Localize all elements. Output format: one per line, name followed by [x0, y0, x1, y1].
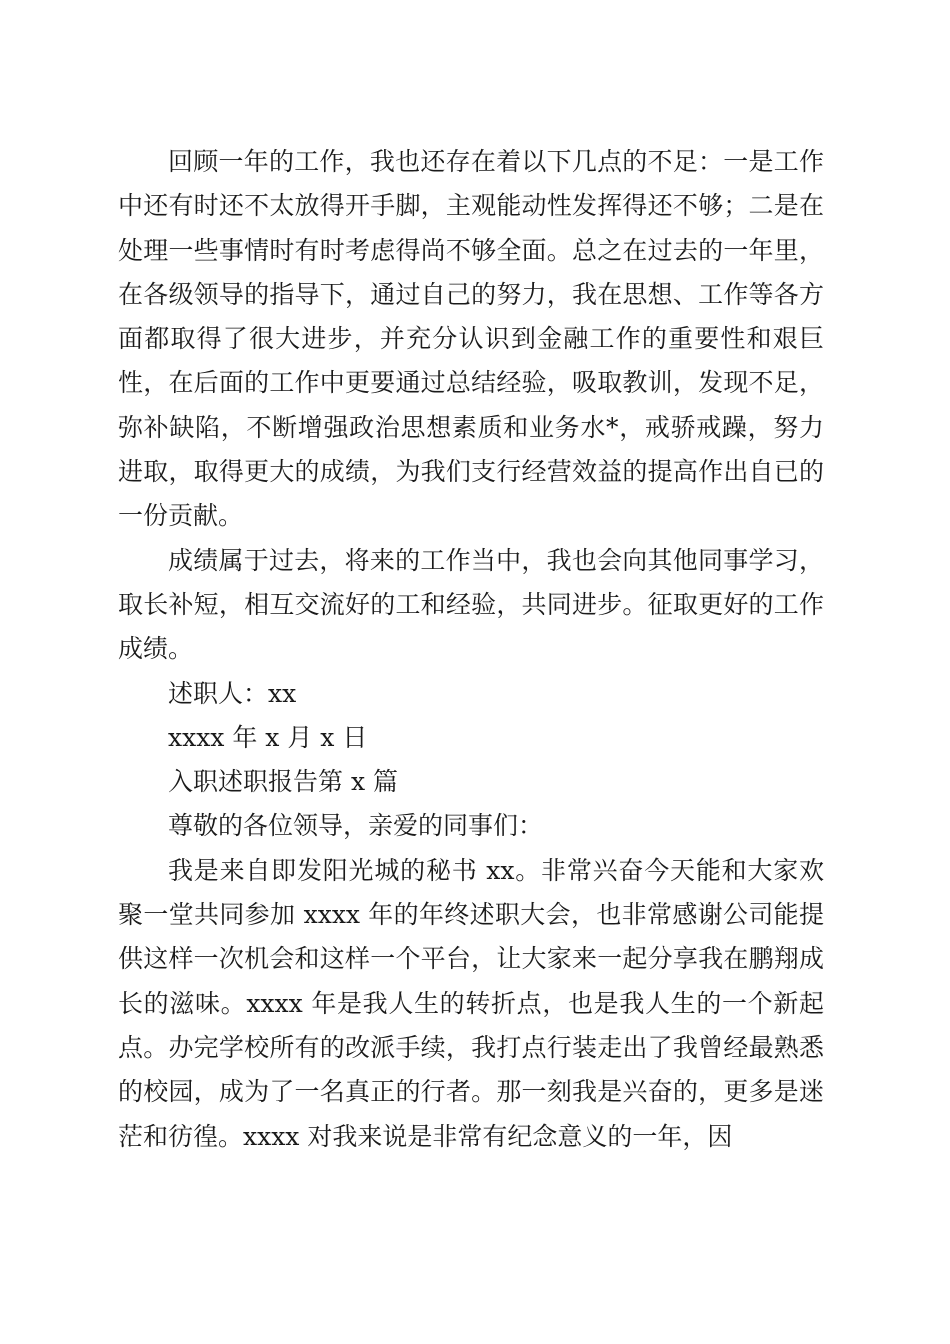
paragraph-shortcomings: 回顾一年的工作，我也还存在着以下几点的不足：一是工作中还有时还不太放得开手脚，主观能动性发挥得还不够；二是在处理一些事情时有时考虑得尚不够全面。总之在过去的一年里，在各级领导的指导下，通过自己的努力，我在思想、工作等各方面都取得了很大进步，并充分认识到金融工作的重要性和艰巨性，在后面的工作中更要通过总结经验，吸取教训，发现不足，弥补缺陷，不断增强政治思想素质和业务水*，戒骄戒躁，努力进取，取得更大的成绩，为我们支行经营效益的提高作出自已的一份贡献。 — [118, 147, 824, 531]
date-line: xxxx 年 x 月 x 日 — [168, 722, 368, 752]
paragraph-future-work: 成绩属于过去，将来的工作当中，我也会向其他同事学习，取长补短，相互交流好的工和经验，共同进步。征取更好的工作成绩。 — [118, 545, 824, 664]
reporter-line: 述职人：xx — [168, 678, 297, 708]
salutation: 尊敬的各位领导，亲爱的同事们： — [168, 811, 544, 841]
paragraph-introduction: 我是来自即发阳光城的秘书 xx。非常兴奋今天能和大家欢聚一堂共同参加 xxxx 年的年终述职大会，也非常感谢公司能提供这样一次机会和这样一个平台，让大家来一起分享我在鹏翔成长的滋味。xxxx 年是我人生的转折点，也是我人生的一个新起点。办完学校所有的改派手续，我打点行装走出了我曾经最熟悉的校园，成为了一名真正的行者。那一刻我是兴奋的，更多是迷茫和彷徨。xxxx 对我来说是非常有纪念意义的一年，因 — [118, 855, 824, 1151]
document-page — [118, 140, 824, 1159]
section-title: 入职述职报告第 x 篇 — [168, 767, 398, 797]
